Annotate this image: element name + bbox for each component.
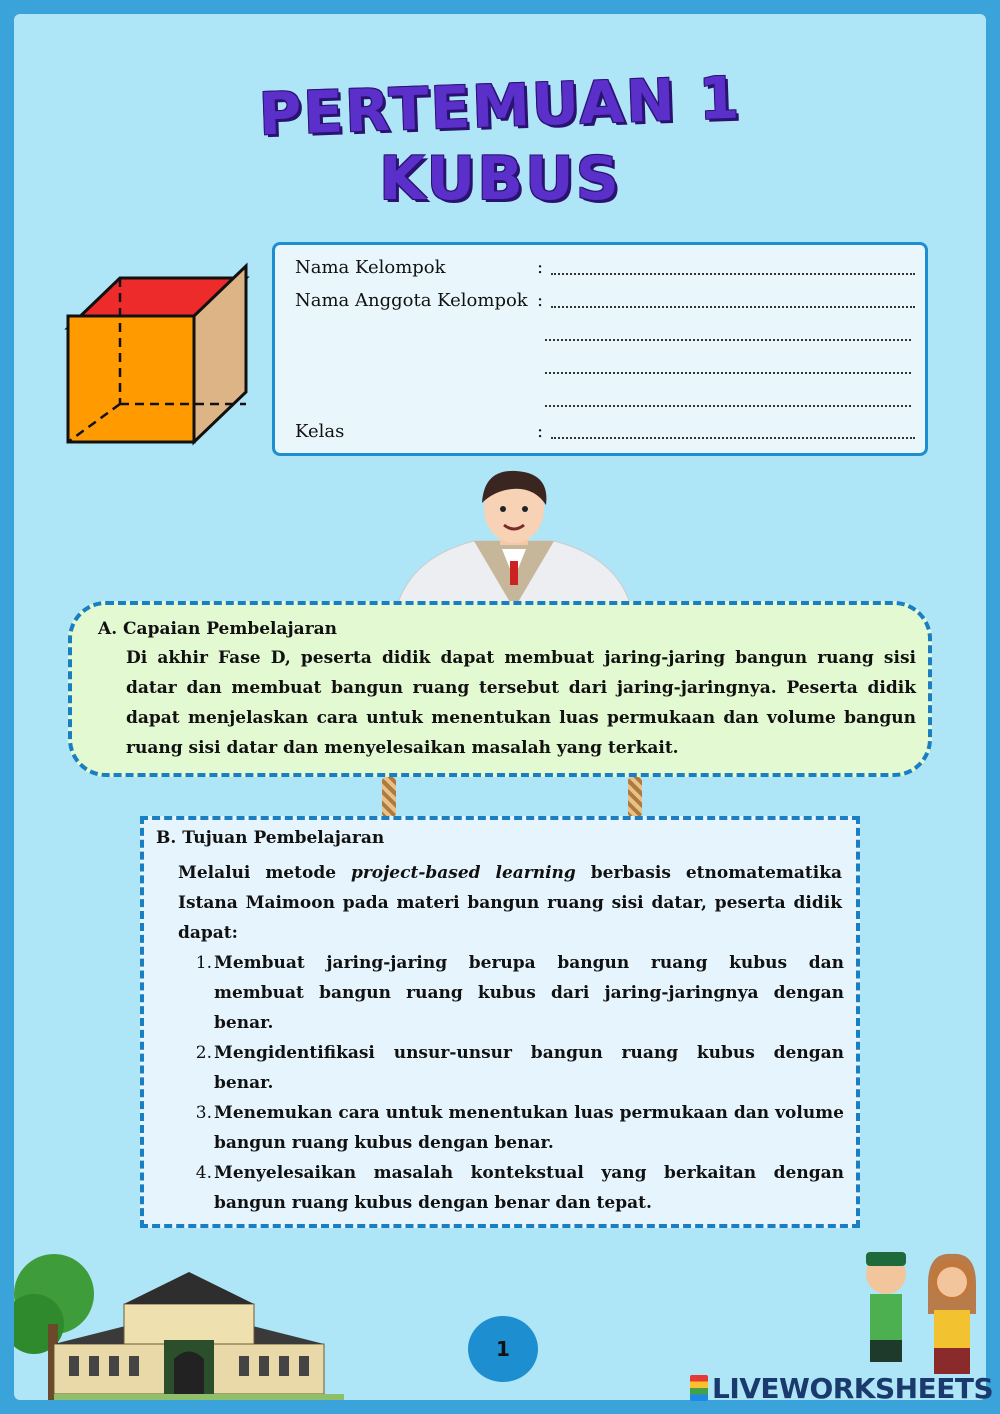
member-field-2[interactable] [545,339,911,341]
members-label: Nama Anggota Kelompok [295,290,528,311]
section-b-heading: B. Tujuan Pembelajaran [156,828,385,848]
worksheet-page [14,14,986,1400]
rope-left [382,777,396,817]
brand-logo-icon [690,1375,708,1401]
identity-box [272,242,928,456]
page-number: 1 [468,1316,538,1382]
brand-watermark: LIVEWORKSHEETS [690,1372,993,1405]
title-line-2: KUBUS [379,144,621,214]
palace-illustration [14,1244,344,1400]
kids-illustration [844,1244,986,1384]
member-field-4[interactable] [545,405,911,407]
group-name-label: Nama Kelompok [295,257,446,278]
section-b-intro: Melalui metode project-based learning berbasis etnomatematika Istana Maimoon pada materi bangun ruang sisi datar, peserta didik dapat: [178,863,842,943]
learning-objectives-box [140,816,860,1228]
teacher-illustration [384,469,644,619]
cube-front-face [68,316,194,442]
objective-item: 1. Membuat jaring-jaring berupa bangun ruang kubus dan membuat bangun ruang kubus dari jaring-jaringnya dengan benar. [195,953,844,1033]
objective-item: 3. Menemukan cara untuk menentukan luas permukaan dan volume bangun ruang kubus dengan benar. [195,1103,844,1153]
group-name-field[interactable] [551,257,915,275]
learning-outcome-box [68,601,932,777]
members-row: Nama Anggota Kelompok : [295,290,915,311]
section-a-text: Di akhir Fase D, peserta didik dapat membuat jaring-jaring bangun ruang sisi datar dan membuat bangun ruang tersebut dari jaring-jaringnya. Peserta didik dapat menjelaskan cara untuk menentukan luas permukaan dan volume bangun ruang sisi datar dan menyelesaikan masalah yang terkait. [126,648,916,758]
group-name-row: Nama Kelompok : [295,257,915,278]
title-line-1: PERTEMUAN 1 [257,63,743,149]
class-field[interactable] [551,421,915,439]
class-row: Kelas : [295,421,915,442]
section-a-heading: A. Capaian Pembelajaran [98,619,338,639]
objective-item: 4. Menyelesaikan masalah kontekstual yang berkaitan dengan bangun ruang kubus dengan benar dan tepat. [195,1163,844,1213]
objective-item: 2. Mengidentifikasi unsur-unsur bangun ruang kubus dengan benar. [195,1043,844,1093]
member-field-1[interactable] [551,290,915,308]
member-field-3[interactable] [545,372,911,374]
class-label: Kelas [295,421,345,442]
cube-illustration [54,252,274,452]
rope-right [628,777,642,817]
